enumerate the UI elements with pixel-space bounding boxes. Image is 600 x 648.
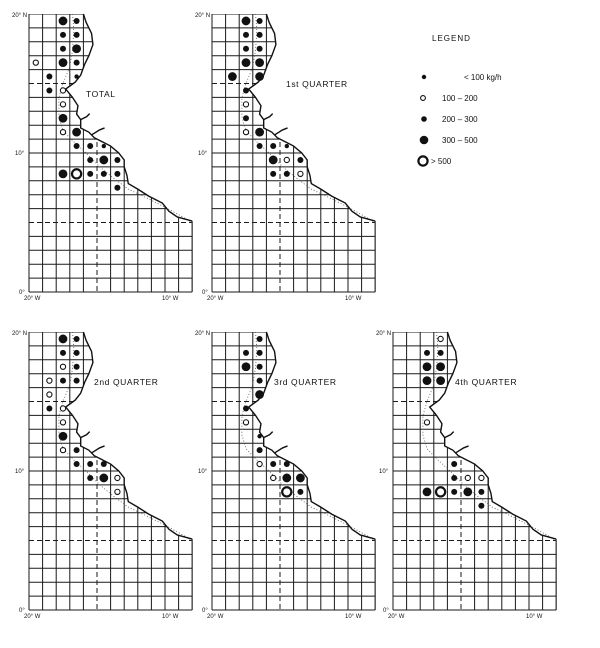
catch-point xyxy=(257,143,263,149)
catch-point xyxy=(285,144,289,148)
axis-label-10n: 10° xyxy=(379,469,389,475)
grid xyxy=(393,332,556,610)
catch-point xyxy=(74,350,80,356)
legend-item-100-200 xyxy=(421,94,479,103)
catch-point xyxy=(438,336,443,341)
catch-point xyxy=(257,434,261,438)
legend-label: 300 – 500 xyxy=(442,136,478,145)
catch-point xyxy=(257,364,263,370)
legend-item-300-500 xyxy=(420,136,478,145)
catch-point xyxy=(269,156,278,165)
catch-point xyxy=(87,143,93,149)
catch-point xyxy=(257,350,263,356)
grid xyxy=(212,14,375,292)
axis-label-10w: 10° W xyxy=(345,614,362,620)
catch-point xyxy=(60,406,65,411)
axis-label-20n: 20° N xyxy=(195,331,211,337)
catch-point xyxy=(270,461,276,467)
axis-label-20w: 20° W xyxy=(207,296,224,302)
map-panels xyxy=(12,13,556,620)
axis-label-20n: 20° N xyxy=(12,13,28,19)
panel-title-q1: 1st QUARTER xyxy=(286,79,348,89)
axis-label-10n: 10° xyxy=(198,469,208,475)
catch-point xyxy=(228,72,237,81)
catch-point xyxy=(297,489,303,495)
catch-point xyxy=(46,74,52,80)
catch-point xyxy=(465,475,470,480)
catch-point xyxy=(270,171,276,177)
axis-label-20w: 20° W xyxy=(207,614,224,620)
axis-label-10n: 10° xyxy=(15,469,25,475)
catch-point xyxy=(114,185,120,191)
map-panel-total xyxy=(12,13,192,302)
catch-point xyxy=(60,130,65,135)
legend xyxy=(418,34,501,166)
catch-point xyxy=(478,503,484,509)
catch-point xyxy=(47,378,52,383)
catch-point xyxy=(114,157,120,163)
catch-point xyxy=(74,74,78,78)
catch-point xyxy=(60,448,65,453)
axis-label-0: 0° xyxy=(202,290,208,296)
catch-point xyxy=(72,44,81,53)
catch-point xyxy=(46,87,52,93)
catch-point xyxy=(438,350,444,356)
catch-point xyxy=(74,336,80,342)
medium-dot-icon xyxy=(421,116,427,122)
catch-point xyxy=(424,350,430,356)
catch-point xyxy=(59,58,68,67)
large-dot-icon xyxy=(420,136,429,145)
axis-label-10w: 10° W xyxy=(526,614,543,620)
catch-point xyxy=(74,378,80,384)
catch-point xyxy=(101,171,107,177)
catch-point xyxy=(60,88,65,93)
catch-point xyxy=(115,489,120,494)
catch-point xyxy=(242,17,251,26)
map-panel-q3 xyxy=(195,331,375,620)
catch-point xyxy=(436,362,445,371)
catch-point xyxy=(478,489,484,495)
axis-label-10w: 10° W xyxy=(162,614,179,620)
catch-point xyxy=(257,461,262,466)
catch-point xyxy=(257,46,263,52)
axis-label-20n: 20° N xyxy=(12,331,28,337)
map-panel-q2 xyxy=(12,331,192,620)
map-panel-q1 xyxy=(195,13,375,302)
catch-point xyxy=(59,432,68,441)
catch-point xyxy=(74,18,80,24)
catch-point xyxy=(59,114,68,123)
catch-point xyxy=(284,171,290,177)
catch-point xyxy=(242,58,251,67)
axis-label-20n: 20° N xyxy=(376,331,392,337)
catch-point xyxy=(436,487,445,496)
grid xyxy=(212,332,375,610)
catch-point xyxy=(99,474,108,483)
catch-point xyxy=(74,143,80,149)
axis-label-0: 0° xyxy=(383,608,389,614)
axis-label-20w: 20° W xyxy=(388,614,405,620)
axis-label-0: 0° xyxy=(202,608,208,614)
catch-point xyxy=(257,32,263,38)
catch-point xyxy=(243,405,249,411)
catch-point xyxy=(87,461,93,467)
catch-point xyxy=(115,475,120,480)
catch-point xyxy=(87,171,93,177)
catch-point xyxy=(87,475,93,481)
catch-point xyxy=(298,171,303,176)
axis-label-10n: 10° xyxy=(198,151,208,157)
legend-label: 100 – 200 xyxy=(442,94,478,103)
catch-point xyxy=(423,376,432,385)
catch-point xyxy=(60,364,65,369)
catch-point xyxy=(243,115,249,121)
catch-point xyxy=(282,474,291,483)
catch-point xyxy=(99,156,108,165)
legend-item-200-300 xyxy=(421,115,478,124)
catch-point xyxy=(74,32,80,38)
catch-point xyxy=(257,378,263,384)
catch-point xyxy=(242,362,251,371)
legend-label: 200 – 300 xyxy=(442,115,478,124)
catch-point xyxy=(424,420,429,425)
axis-label-20w: 20° W xyxy=(24,614,41,620)
catch-point xyxy=(72,128,81,137)
catch-point xyxy=(59,335,68,344)
legend-label: < 100 kg/h xyxy=(464,73,502,82)
legend-item-lt100 xyxy=(422,73,502,82)
catch-point xyxy=(243,130,248,135)
grid xyxy=(29,14,192,292)
catch-point xyxy=(72,169,81,178)
catch-point xyxy=(243,102,248,107)
catch-point xyxy=(47,392,52,397)
panel-title-total: TOTAL xyxy=(86,89,116,99)
catch-point xyxy=(74,364,80,370)
axis-label-10w: 10° W xyxy=(345,296,362,302)
catch-point xyxy=(87,157,93,163)
catch-point xyxy=(257,447,263,453)
catch-point xyxy=(270,143,276,149)
panel-title-q4: 4th QUARTER xyxy=(455,377,518,387)
axis-label-0: 0° xyxy=(19,608,25,614)
axis-label-0: 0° xyxy=(19,290,25,296)
catch-point xyxy=(114,171,120,177)
catch-point xyxy=(271,475,276,480)
catch-point xyxy=(423,487,432,496)
open-circle-icon xyxy=(421,96,426,101)
legend-title: LEGEND xyxy=(432,34,471,43)
axis-label-10n: 10° xyxy=(15,151,25,157)
catch-point xyxy=(243,46,249,52)
grid xyxy=(29,332,192,610)
catch-point xyxy=(243,87,249,93)
catch-point xyxy=(451,461,457,467)
catch-point xyxy=(60,102,65,107)
catch-point xyxy=(423,362,432,371)
catch-points xyxy=(423,336,485,508)
catch-point xyxy=(257,18,263,24)
catch-point xyxy=(102,144,106,148)
catch-point xyxy=(479,475,484,480)
catch-point xyxy=(60,32,66,38)
catch-point xyxy=(46,405,52,411)
catch-point xyxy=(60,420,65,425)
catch-point xyxy=(451,475,457,481)
legend-item-gt500 xyxy=(418,156,451,166)
catch-point xyxy=(297,157,303,163)
catch-point xyxy=(33,60,38,65)
catch-point xyxy=(243,420,248,425)
catch-point xyxy=(74,447,80,453)
catch-point xyxy=(296,474,305,483)
panel-title-q3: 3rd QUARTER xyxy=(274,377,337,387)
catch-point xyxy=(255,390,264,399)
catch-point xyxy=(74,60,80,66)
catch-point xyxy=(255,58,264,67)
catch-point xyxy=(243,32,249,38)
catch-point xyxy=(60,350,66,356)
catch-point xyxy=(60,46,66,52)
catch-point xyxy=(243,350,249,356)
axis-label-10w: 10° W xyxy=(162,296,179,302)
catch-point xyxy=(463,487,472,496)
catch-point xyxy=(257,336,263,342)
catch-point xyxy=(282,487,291,496)
catch-point xyxy=(436,376,445,385)
catch-point xyxy=(255,128,264,137)
catch-point xyxy=(59,169,68,178)
axis-label-20n: 20° N xyxy=(195,13,211,19)
axis-label-20w: 20° W xyxy=(24,296,41,302)
catch-point xyxy=(255,72,264,81)
catch-point xyxy=(284,157,289,162)
catch-point xyxy=(59,17,68,26)
catch-point xyxy=(101,461,107,467)
catch-point xyxy=(284,461,290,467)
catch-point xyxy=(60,378,66,384)
small-dot-icon xyxy=(422,75,426,79)
map-panel-q4 xyxy=(376,331,556,620)
catch-point xyxy=(451,489,457,495)
ring-icon xyxy=(418,156,427,165)
catch-point xyxy=(74,461,80,467)
legend-label: > 500 xyxy=(431,157,452,166)
panel-title-q2: 2nd QUARTER xyxy=(94,377,159,387)
